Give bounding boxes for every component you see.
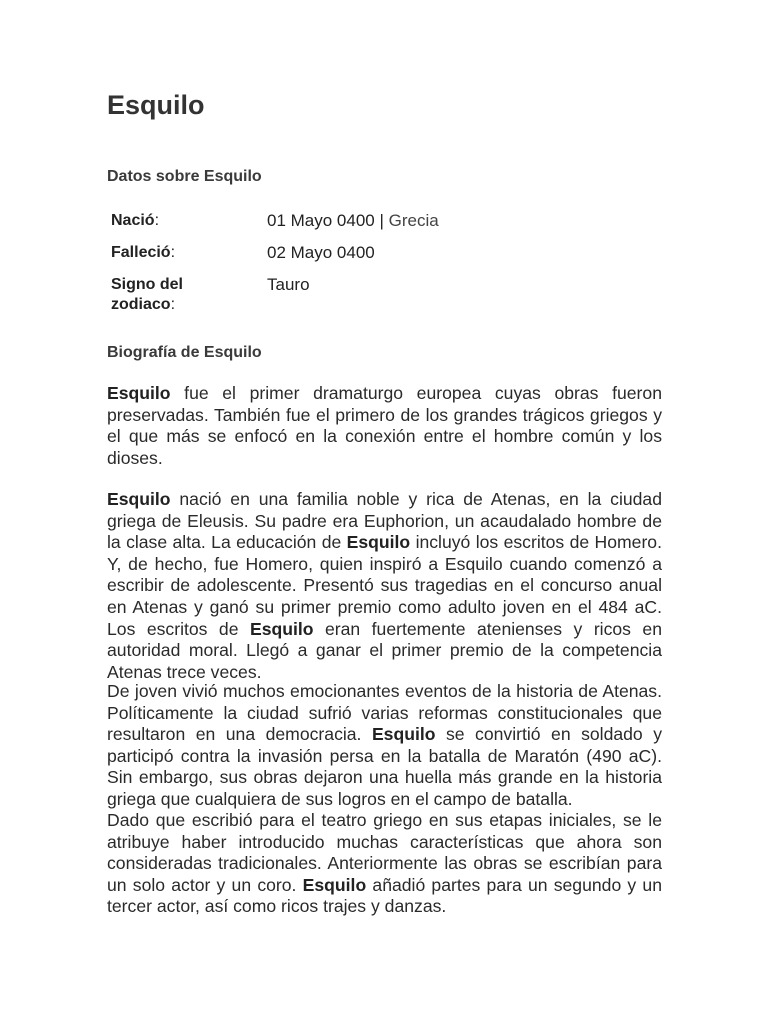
fact-value: 02 Mayo 0400 (267, 243, 375, 262)
subject-name: Esquilo (346, 532, 411, 553)
fact-label: Nació: (111, 212, 160, 229)
fact-label: Falleció: (111, 244, 176, 261)
subject-name: Esquilo (249, 618, 314, 639)
fact-label: Signo del zodiaco: (111, 276, 183, 313)
facts-heading: Datos sobre Esquilo (107, 168, 262, 185)
fact-value: 01 Mayo 0400 | Grecia (267, 211, 439, 230)
bio-paragraph-4: Dado que escribió para el teatro griego en sus etapas iniciales, se le atribuye haber introducido muchas características que ahora son consideradas tradicionales. Anteriormente las obras se escribían para un solo actor y un coro. Esquilo añadió partes para un segundo y un tercer actor, así como ricos trajes y danzas. (107, 810, 662, 917)
bio-paragraph-1: Esquilo fue el primer dramaturgo europea cuyas obras fueron preservadas. También fue el primero de los grandes trágicos griegos y el que más se enfocó en la conexión entre el hombre común y los dioses. (107, 383, 662, 468)
country-link[interactable]: Grecia (388, 211, 439, 230)
bio-paragraph-3: De joven vivió muchos emocionantes eventos de la historia de Atenas. Políticamente la ciudad sufrió varias reformas constitucionales que resultaron en una democracia. Esquilo se convirtió en soldado y participó contra la invasión persa en la batalla de Maratón (490 aC). Sin embargo, sus obras dejaron una huella más grande en la historia griega que cualquiera de sus logros en el campo de batalla. (107, 681, 663, 809)
subject-name: Esquilo (371, 724, 436, 745)
bio-heading: Biografía de Esquilo (107, 344, 262, 361)
subject-name: Esquilo (107, 383, 171, 403)
subject-name: Esquilo (302, 874, 367, 895)
fact-value: Tauro (267, 275, 310, 294)
subject-name: Esquilo (107, 489, 171, 509)
bio-paragraph-2: Esquilo nació en una familia noble y rica de Atenas, en la ciudad griega de Eleusis. Su padre era Euphorion, un acaudalado hombre de la clase alta. La educación de Esquilo incluyó los escritos de Homero. Y, de hecho, fue Homero, quien inspiró a Esquilo cuando comenzó a escribir de adolescente. Presentó sus tragedias en el concurso anual en Atenas y ganó su primer premio como adulto joven en el 484 aC. Los escritos de Esquilo eran fuertemente atenienses y ricos en autoridad moral. Llegó a ganar el primer premio de la competencia Atenas trece veces. (107, 489, 663, 682)
page-title: Esquilo (107, 90, 205, 120)
